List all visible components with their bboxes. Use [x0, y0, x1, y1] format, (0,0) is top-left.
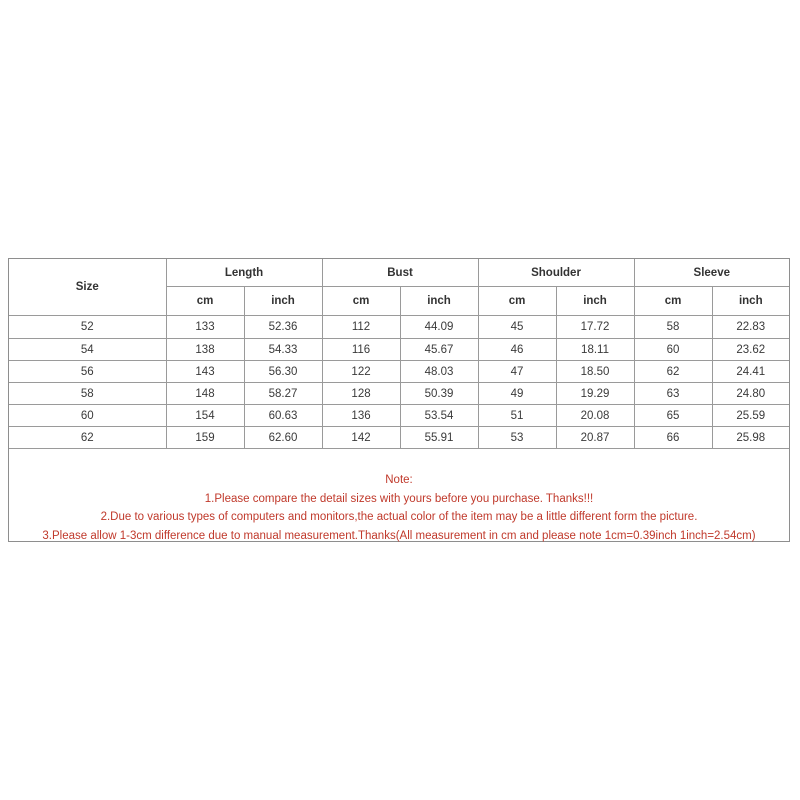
- size-cell: 52: [9, 316, 166, 339]
- shoulder-cm-cell: 47: [478, 361, 556, 383]
- sleeve-inch-cell: 24.41: [712, 361, 789, 383]
- shoulder-cm-cell: 49: [478, 383, 556, 405]
- note-line-1: 1.Please compare the detail sizes with yours before you purchase. Thanks!!!: [204, 492, 594, 505]
- sleeve-cm-cell: 62: [634, 361, 712, 383]
- bust-inch-cell: 45.67: [400, 339, 478, 361]
- bust-inch-header: inch: [400, 287, 478, 316]
- sleeve-inch-header: inch: [712, 287, 789, 316]
- sleeve-cm-cell: 65: [634, 405, 712, 427]
- shoulder-inch-cell: 20.87: [556, 427, 634, 449]
- sleeve-inch-cell: 23.62: [712, 339, 789, 361]
- sleeve-inch-cell: 24.80: [712, 383, 789, 405]
- length-cm-cell: 154: [166, 405, 244, 427]
- length-cm-cell: 133: [166, 316, 244, 339]
- length-cm-cell: 148: [166, 383, 244, 405]
- bust-cm-cell: 142: [322, 427, 400, 449]
- length-inch-cell: 56.30: [244, 361, 322, 383]
- table-row: [9, 427, 789, 449]
- sleeve-header: Sleeve: [634, 259, 789, 287]
- shoulder-cm-cell: 46: [478, 339, 556, 361]
- size-cell: 54: [9, 339, 166, 361]
- length-cm-cell: 159: [166, 427, 244, 449]
- shoulder-inch-cell: 17.72: [556, 316, 634, 339]
- shoulder-cm-cell: 45: [478, 316, 556, 339]
- length-inch-cell: 52.36: [244, 316, 322, 339]
- length-inch-cell: 54.33: [244, 339, 322, 361]
- table-row: [9, 383, 789, 405]
- sleeve-cm-cell: 58: [634, 316, 712, 339]
- shoulder-inch-header: inch: [556, 287, 634, 316]
- bust-cm-cell: 122: [322, 361, 400, 383]
- size-cell: 58: [9, 383, 166, 405]
- size-cell: 60: [9, 405, 166, 427]
- shoulder-cm-header: cm: [478, 287, 556, 316]
- bust-cm-cell: 116: [322, 339, 400, 361]
- sleeve-cm-cell: 66: [634, 427, 712, 449]
- table-row: [9, 361, 789, 383]
- shoulder-inch-cell: 18.50: [556, 361, 634, 383]
- table-row: [9, 316, 789, 339]
- shoulder-inch-cell: 20.08: [556, 405, 634, 427]
- length-cm-cell: 138: [166, 339, 244, 361]
- shoulder-header: Shoulder: [478, 259, 634, 287]
- sleeve-inch-cell: 22.83: [712, 316, 789, 339]
- size-header: Size: [9, 259, 166, 316]
- length-inch-header: inch: [244, 287, 322, 316]
- size-table: [9, 259, 789, 449]
- size-cell: 56: [9, 361, 166, 383]
- shoulder-inch-cell: 19.29: [556, 383, 634, 405]
- length-cm-header: cm: [166, 287, 244, 316]
- group-header-row: [9, 259, 789, 287]
- length-cm-cell: 143: [166, 361, 244, 383]
- notes-section: [9, 453, 789, 541]
- length-header: Length: [166, 259, 322, 287]
- bust-cm-header: cm: [322, 287, 400, 316]
- sleeve-inch-cell: 25.59: [712, 405, 789, 427]
- bust-cm-cell: 128: [322, 383, 400, 405]
- bust-inch-cell: 48.03: [400, 361, 478, 383]
- bust-header: Bust: [322, 259, 478, 287]
- bust-cm-cell: 136: [322, 405, 400, 427]
- note-line-3: 3.Please allow 1-3cm difference due to manual measurement.Thanks(All measurement in cm and please note 1cm=0.39inch 1inch=2.54cm): [42, 529, 756, 542]
- bust-inch-cell: 55.91: [400, 427, 478, 449]
- sleeve-cm-cell: 63: [634, 383, 712, 405]
- sleeve-inch-cell: 25.98: [712, 427, 789, 449]
- length-inch-cell: 62.60: [244, 427, 322, 449]
- table-row: [9, 339, 789, 361]
- bust-cm-cell: 112: [322, 316, 400, 339]
- sleeve-cm-cell: 60: [634, 339, 712, 361]
- size-chart: [8, 258, 790, 542]
- note-line-2: 2.Due to various types of computers and monitors,the actual color of the item may be a little different form the picture.: [100, 511, 698, 523]
- shoulder-inch-cell: 18.11: [556, 339, 634, 361]
- bust-inch-cell: 44.09: [400, 316, 478, 339]
- note-title: Note:: [385, 474, 413, 486]
- size-cell: 62: [9, 427, 166, 449]
- sleeve-cm-header: cm: [634, 287, 712, 316]
- bust-inch-cell: 50.39: [400, 383, 478, 405]
- length-inch-cell: 60.63: [244, 405, 322, 427]
- bust-inch-cell: 53.54: [400, 405, 478, 427]
- shoulder-cm-cell: 53: [478, 427, 556, 449]
- table-row: [9, 405, 789, 427]
- shoulder-cm-cell: 51: [478, 405, 556, 427]
- length-inch-cell: 58.27: [244, 383, 322, 405]
